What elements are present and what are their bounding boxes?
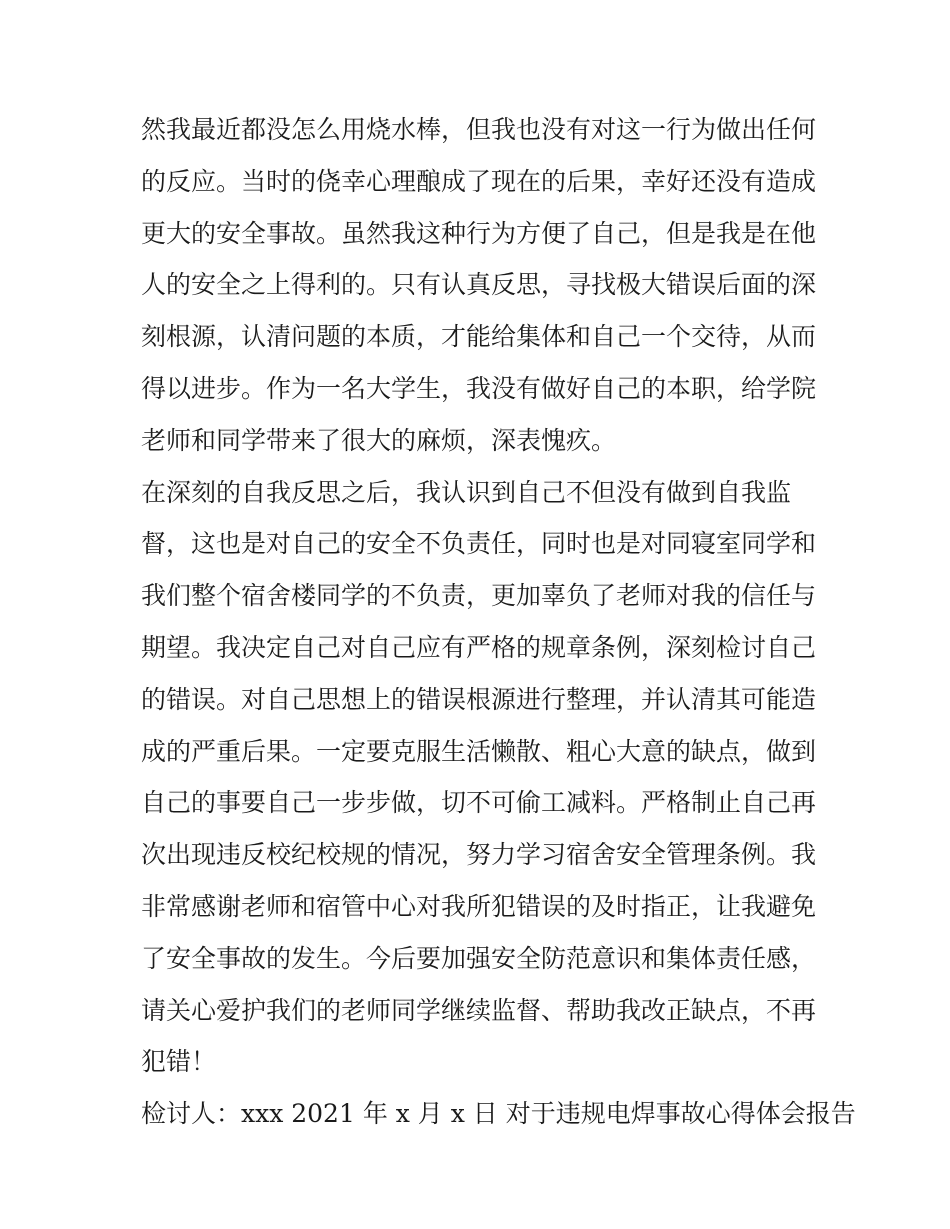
text-line: 然我最近都没怎么用烧水棒，但我也没有对这一行为做出任何 — [141, 115, 817, 144]
text-line: 在深刻的自我反思之后，我认识到自己不但没有做到自我监 — [141, 477, 792, 507]
text-line: 成的严重后果。一定要克服生活懒散、粗心大意的缺点，做到 — [141, 736, 817, 766]
text-line: 刻根源，认清问题的本质，才能给集体和自己一个交待，从而 — [141, 322, 817, 352]
text-line: 自己的事要自己一步步做，切不可偷工减料。严格制止自己再 — [141, 788, 817, 818]
document-body — [141, 104, 856, 1140]
text-line: 更大的安全事故。虽然我这种行为方便了自己，但是我是在他 — [141, 218, 817, 248]
text-line: 期望。我决定自己对自己应有严格的规章条例，深刻检讨自己 — [141, 632, 817, 662]
text-line: 人的安全之上得利的。只有认真反思，寻找极大错误后面的深 — [141, 270, 817, 300]
text-line: 督，这也是对自己的安全不负责任，同时也是对同寝室同学和 — [141, 529, 817, 559]
text-line: 老师和同学带来了很大的麻烦，深表愧疚。 — [141, 425, 617, 455]
text-line: 的反应。当时的侥幸心理酿成了现在的后果，幸好还没有造成 — [141, 166, 817, 196]
text-line: 非常感谢老师和宿管中心对我所犯错误的及时指正，让我避免 — [141, 891, 817, 921]
text-line: 的错误。对自己思想上的错误根源进行整理，并认清其可能造 — [141, 684, 817, 714]
signature-line: 检讨人：xxx 2021 年 x 月 x 日 对于违规电焊事故心得体会报告 — [141, 1099, 856, 1129]
text-line: 犯错！ — [141, 1047, 217, 1077]
text-line: 请关心爱护我们的老师同学继续监督、帮助我改正缺点，不再 — [141, 995, 817, 1025]
text-line: 次出现违反校纪校规的情况，努力学习宿舍安全管理条例。我 — [141, 840, 817, 870]
text-line: 了安全事故的发生。今后要加强安全防范意识和集体责任感， — [141, 943, 817, 973]
text-line: 我们整个宿舍楼同学的不负责，更加辜负了老师对我的信任与 — [141, 581, 817, 611]
text-line: 得以进步。作为一名大学生，我没有做好自己的本职，给学院 — [141, 373, 817, 403]
